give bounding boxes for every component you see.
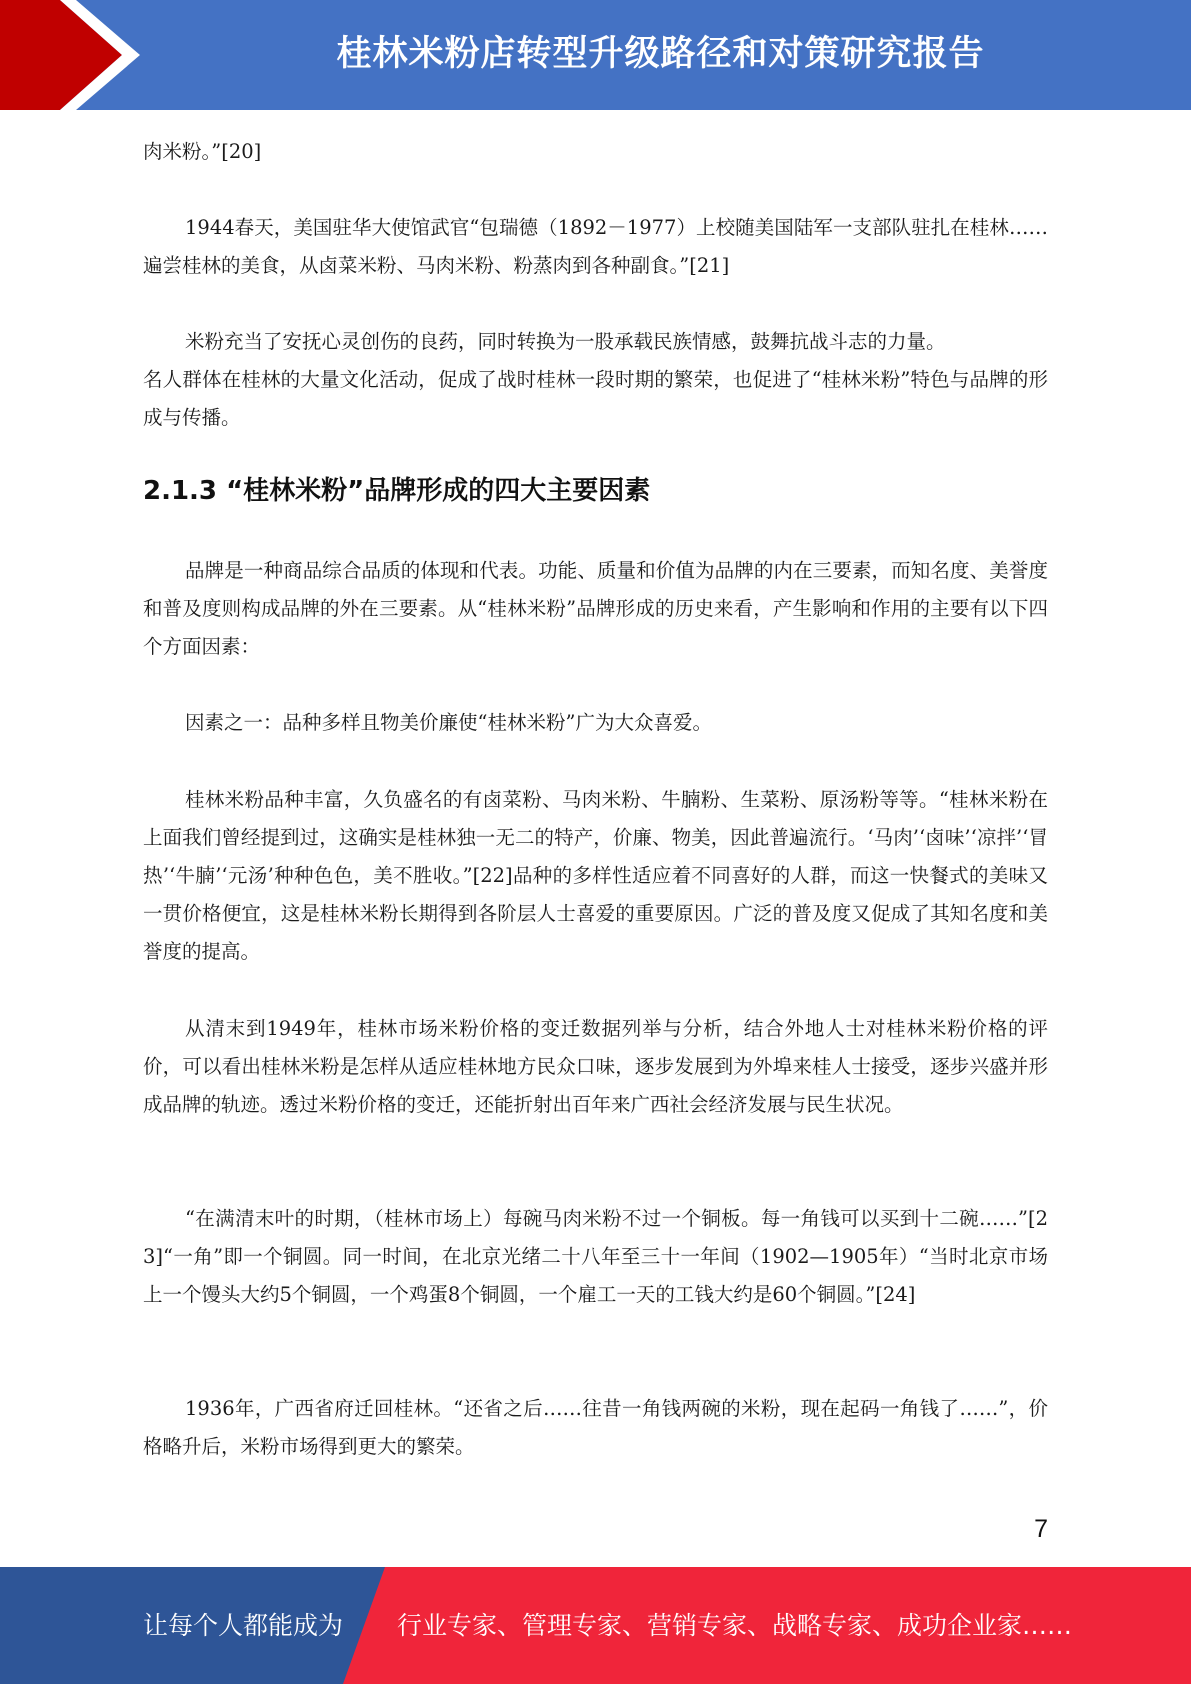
paragraph: 名人群体在桂林的大量文化活动，促成了战时桂林一段时期的繁荣，也促进了“桂林米粉”特色与品牌的形成与传播。: [143, 368, 1048, 429]
footer-slogan-right: 行业专家、管理专家、营销专家、战略专家、成功企业家……: [397, 1611, 1073, 1640]
paragraph: 品牌是一种商品综合品质的体现和代表。功能、质量和价值为品牌的内在三要素，而知名度、美誉度和普及度则构成品牌的外在三要素。从“桂林米粉”品牌形成的历史来看，产生影响和作用的主要有以下四个方面因素：: [143, 559, 1048, 658]
header-arrow-decoration: [0, 0, 160, 110]
document-title: 桂林米粉店转型升级路径和对策研究报告: [336, 34, 985, 74]
paragraph: 1944春天，美国驻华大使馆武官“包瑞德（1892－1977）上校随美国陆军一支部队驻扎在桂林……遍尝桂林的美食，从卤菜米粉、马肉米粉、粉蒸肉到各种副食。”[21]: [143, 216, 1048, 277]
page-header: [0, 0, 1191, 110]
paragraph: 1936年，广西省府迁回桂林。“还省之后……往昔一角钱两碗的米粉，现在起码一角钱了……”，价格略升后，米粉市场得到更大的繁荣。: [143, 1397, 1048, 1458]
paragraph: 肉米粉。”[20]: [143, 140, 262, 163]
paragraph: “在满清末叶的时期，（桂林市场上）每碗马肉米粉不过一个铜板。每一角钱可以买到十二碗……”[23]“一角”即一个铜圆。同一时间，在北京光绪二十八年至三十一年间（1902—1905年）“当时北京市场上一个馒头大约5个铜圆，一个鸡蛋8个铜圆，一个雇工一天的工钱大约是60个铜圆。”[24]: [143, 1207, 1048, 1306]
paragraph: 米粉充当了安抚心灵创伤的良药，同时转换为一股承载民族情感，鼓舞抗战斗志的力量。: [185, 330, 946, 353]
section-heading: 2.1.3 “桂林米粉”品牌形成的四大主要因素: [143, 476, 651, 506]
footer-slogan-left: 让每个人都能成为: [143, 1611, 344, 1640]
paragraph: 桂林米粉品种丰富，久负盛名的有卤菜粉、马肉米粉、牛腩粉、生菜粉、原汤粉等等。“桂林米粉在上面我们曾经提到过，这确实是桂林独一无二的特产，价廉、物美，因此普遍流行。‘马肉’‘卤味’‘凉拌’‘冒热’‘牛腩’‘元汤’种种色色，美不胜收。”[22]品种的多样性适应着不同喜好的人群，而这一快餐式的美味又一贯价格便宜，这是桂林米粉长期得到各阶层人士喜爱的重要原因。广泛的普及度又促成了其知名度和美誉度的提高。: [143, 788, 1048, 963]
paragraph: 从清末到1949年，桂林市场米粉价格的变迁数据列举与分析，结合外地人士对桂林米粉价格的评价，可以看出桂林米粉是怎样从适应桂林地方民众口味，逐步发展到为外埠来桂人士接受，逐步兴盛并形成品牌的轨迹。透过米粉价格的变迁，还能折射出百年来广西社会经济发展与民生状况。: [143, 1017, 1048, 1116]
page-number: 7: [1034, 1515, 1048, 1543]
page-footer: [0, 1567, 1191, 1684]
paragraph: 因素之一：品种多样且物美价廉使“桂林米粉”广为大众喜爱。: [185, 711, 712, 734]
